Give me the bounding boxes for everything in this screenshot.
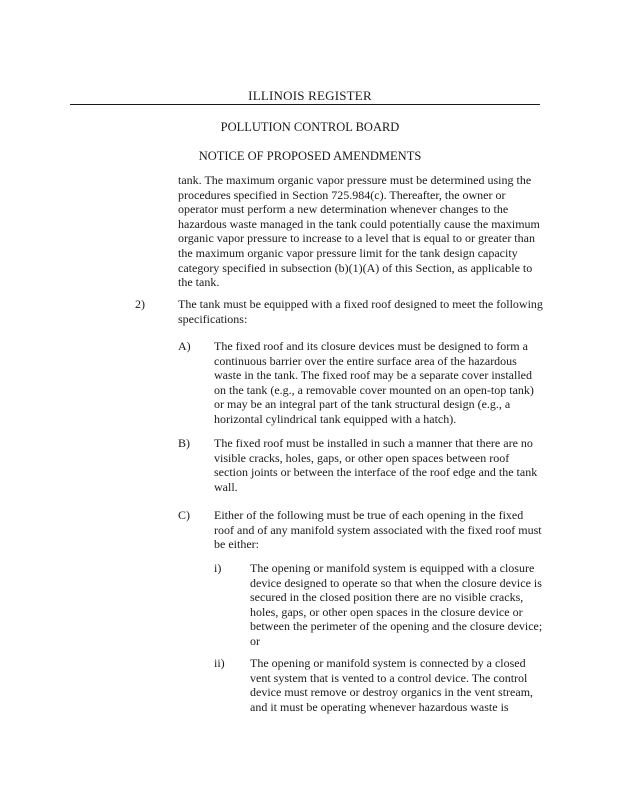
- item-2-text: The tank must be equipped with a fixed roof designed to meet the following specifications:: [178, 297, 543, 326]
- register-title: ILLINOIS REGISTER: [248, 88, 372, 103]
- item-a-text: The fixed roof and its closure devices must be designed to form a continuous barrier over the entire surface area of the hazardous waste in the tank. The fixed roof may be a separate cover installed on the tank (e.g., a removable cover mounted on an open-top tank) or may be an integral part of the tank structural design (e.g., a horizontal cylindrical tank equipped with a hatch).: [214, 339, 534, 426]
- notice-title: NOTICE OF PROPOSED AMENDMENTS: [198, 149, 422, 163]
- item-ii-text: The opening or manifold system is connected by a closed vent system that is vented to a control device. The control device must remove or destroy organics in the vent stream, and it must be operating whenever hazardous waste is: [250, 656, 534, 714]
- item-2-marker: 2): [135, 297, 145, 311]
- header-rule: [70, 104, 540, 105]
- item-a-marker: A): [178, 339, 191, 353]
- item-i-marker: i): [214, 561, 222, 575]
- continuation-paragraph: tank. The maximum organic vapor pressure must be determined using the procedures specified in Section 725.984(c). Thereafter, the owner or operator must perform a new determination whenever changes to the hazardous waste managed in the tank could potentially cause the maximum organic vapor pressure to increase to a level that is equal to or greater than the maximum organic vapor pressure limit for the tank design capacity category specified in subsection (b)(1)(A) of this Section, as applicable to the tank.: [178, 173, 540, 290]
- item-c-marker: C): [178, 508, 190, 522]
- item-b-text: The fixed roof must be installed in such a manner that there are no visible cracks, holes, gaps, or other open spaces between roof section joints or between the interface of the roof edge and the tank wall.: [214, 436, 538, 494]
- item-c-text: Either of the following must be true of each opening in the fixed roof and of any manifold system associated with the fixed roof must be either:: [214, 508, 542, 552]
- item-b-marker: B): [178, 436, 190, 450]
- board-name: POLLUTION CONTROL BOARD: [220, 120, 400, 134]
- item-i-text: The opening or manifold system is equipped with a closure device designed to operate so that when the closure device is secured in the closed position there are no visible cracks, holes, gaps, or other open spaces in the closure device or between the perimeter of the opening and the closure device; or: [250, 561, 543, 648]
- item-ii-marker: ii): [214, 656, 225, 670]
